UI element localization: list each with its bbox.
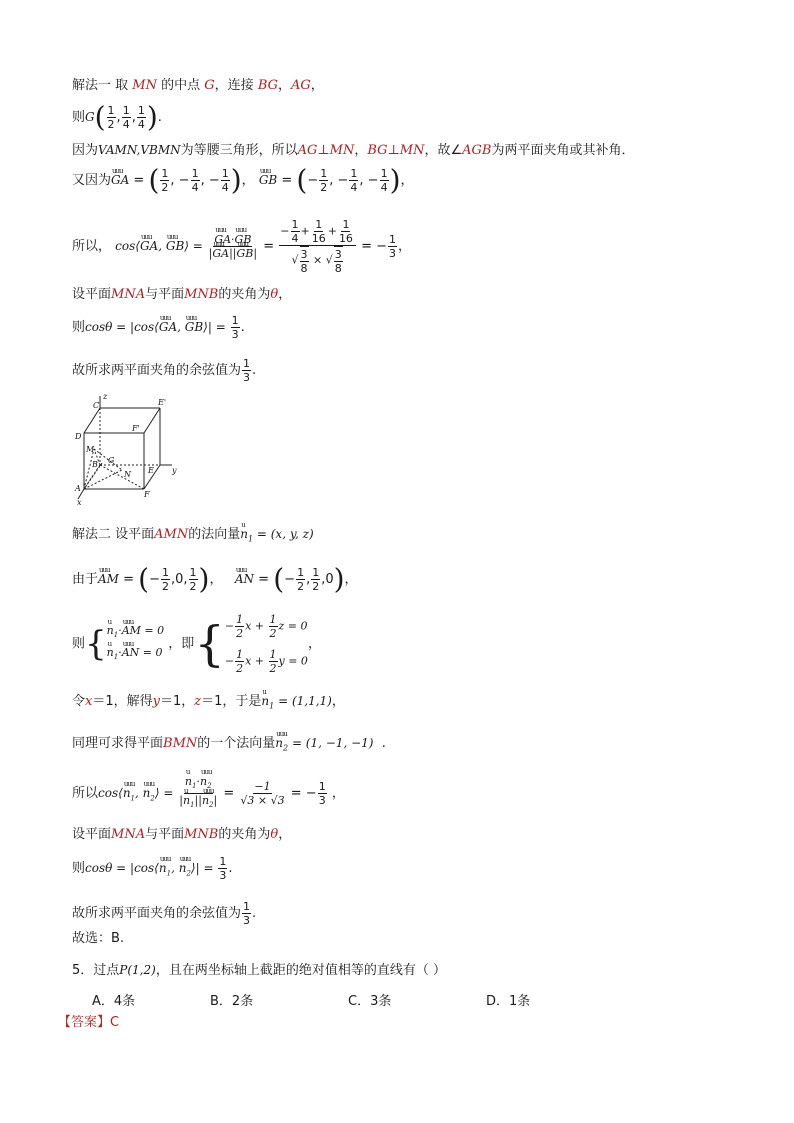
- fig-label: G: [108, 456, 115, 465]
- method1-line2-point-g: 则G( $\frac{1}{2}$ , $\frac{1}{4}$ , $\frac{1}{4}$ ).: [72, 100, 162, 134]
- method1-line3: 因为VAMN,VBMN为等腰三角形，所以AG⊥MN，BG⊥MN，故∠AGB为两平面夹角或其补角．: [72, 143, 635, 158]
- edge: [84, 470, 122, 489]
- method2-line3-system: 则{ u $n_1\cdot uuu$ AM = 0 u $n_1\cdot uuu$ AN = 0 ，即{ − $\frac{1}{2}$ x + $\frac{1}{2}$ z = 0 − $\frac{1}{2}$ x + $\frac{1}{2}$ y = 0 ，: [72, 613, 321, 675]
- method1-line5-cosine: 所以， cos⟨uuu GA, uuu GB⟩ = uuu $\frac{\text{GA·uuu GB}}{\text{|uuu GA||uuu GB|}}$ = − $\frac{1}{4}$ + $\frac{1}{16}$ + $\frac{1}{16}$ √ $\frac{3}{8}$ × √ $\frac{3}{8}$ = − $\frac{1}{3}$ ，: [72, 218, 411, 275]
- edge: [84, 449, 94, 489]
- fig-label: C: [93, 401, 100, 410]
- fig-label: N: [124, 470, 131, 479]
- method1-line7: 则cosθ = |cos⟨uuu GA, uuu GB⟩| = $\frac{1}{3}$ .: [72, 314, 245, 341]
- method1-line4-vectors: 又因为uuu GA = ( $\frac{1}{2}$ , − $\frac{1}{4}$ , − $\frac{1}{4}$ )， uuu GB = (− $\frac{1}{2}$ , − $\frac{1}{4}$ , − $\frac{1}{4}$ )，: [72, 167, 414, 194]
- option-b: B．2条: [210, 994, 254, 1009]
- method2-line9-conclusion: 故所求两平面夹角的余弦值为 $\frac{1}{3}$ .: [72, 900, 257, 927]
- option-c: C．3条: [348, 994, 392, 1009]
- fig-label: M: [86, 445, 95, 454]
- fig-label: z: [103, 393, 108, 401]
- method2-line6-cosine: 所以cos⟨uuu $n_1$, uuu $n_2⟩$ = u $\frac{n_1\cdot uuu n_2}{|u n_1||uuu n_2|}$ = $\frac{-1}{√3 \times √3}$ = − $\frac{1}{3}$ ，: [72, 775, 345, 812]
- fig-label: E: [148, 466, 154, 475]
- question-5: 5．过点P(1,2)，且在两坐标轴上截距的绝对值相等的直线有（ ）: [72, 963, 446, 978]
- method2-line4: 令x＝1，解得y＝1，z＝1，于是u $n_1 = (1,1,1)$，: [72, 692, 345, 715]
- cube-figure: [72, 393, 182, 508]
- fig-label: D: [75, 432, 82, 441]
- fig-label: F': [132, 424, 140, 433]
- answer-line: 【答案】C: [58, 1015, 120, 1030]
- method2-line8: 则cosθ = |cos⟨uuu $n_1$, uuu $n_2⟩|$ = $\frac{1}{3}$ .: [72, 855, 232, 882]
- method2-line7: 设平面MNA与平面MNB的夹角为θ，: [72, 827, 292, 842]
- method2-choice: 故选：B.: [72, 931, 125, 946]
- option-a: A．4条: [92, 994, 136, 1009]
- method2-line5: 同理可求得平面BMN的一个法向量uuu $n_2 = (1$, −1, −1) .: [72, 734, 386, 757]
- method1-line8-conclusion: 故所求两平面夹角的余弦值为 $\frac{1}{3}$ .: [72, 357, 257, 384]
- method1-line6: 设平面MNA与平面MNB的夹角为θ，: [72, 287, 292, 302]
- fig-label: y: [172, 466, 177, 475]
- fig-label: x: [77, 498, 82, 507]
- edge: [100, 465, 144, 489]
- edge: [144, 408, 160, 433]
- option-d: D．1条: [486, 994, 531, 1009]
- method2-line2: 由于uuu AM = (− $\frac{1}{2}$ ,0, $\frac{1}{2}$ )， uuu AN = (− $\frac{1}{2}$ , $\frac{1}{2}$ ,0)，: [72, 566, 358, 593]
- edge: [84, 408, 100, 433]
- method2-line1: 解法二 设平面AMN的法向量u $n_1 = (x$, y, z): [72, 525, 314, 548]
- fig-label: F: [144, 490, 150, 499]
- fig-label: B: [92, 460, 98, 469]
- method1-line1: 解法一 取 MN 的中点 G，连接 BG，AG，: [72, 78, 324, 93]
- fig-label: E': [158, 398, 167, 407]
- fig-label: A: [75, 484, 81, 493]
